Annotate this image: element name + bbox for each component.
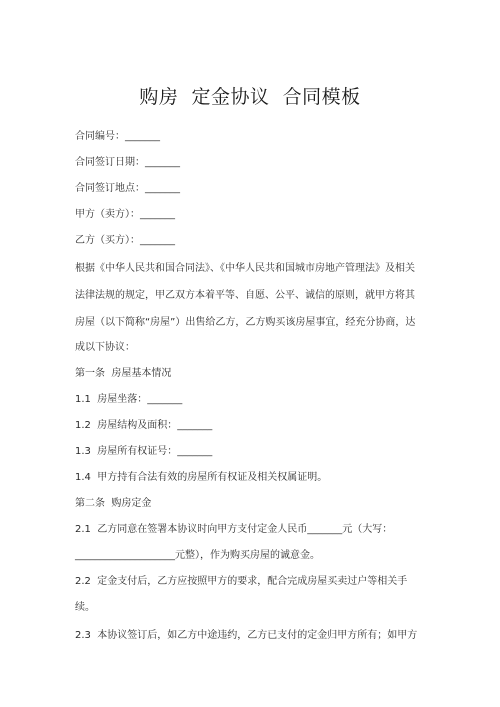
contract-number-field: 合同编号：_______ [75, 131, 160, 142]
article-2-line-2: ____________________元整），作为购买房屋的诚意金。 [75, 550, 320, 561]
preamble-line-4: 成以下协议： [75, 342, 135, 353]
article-2-heading: 第二条 购房定金 [75, 498, 152, 509]
document-title: 购房 定金协议 合同模板 [139, 86, 361, 108]
preamble-line-1: 根据《中华人民共和国合同法》、《中华人民共和国城市房地产管理法》及相关 [75, 263, 415, 274]
article-1-heading: 第一条 房屋基本情况 [75, 368, 172, 379]
preamble-line-2: 法律法规的规定，甲乙双方本着平等、自愿、公平、诚信的原则，就甲方将其 [75, 290, 415, 301]
sign-place-field: 合同签订地点：_______ [75, 183, 180, 194]
article-2-line-1: 2.1 乙方同意在签署本协议时向甲方支付定金人民币_______元（大写： [75, 524, 393, 535]
party-b-field: 乙方（买方）：_______ [75, 235, 175, 246]
article-2-line-4: 续。 [75, 602, 95, 613]
sign-date-field: 合同签订日期：_______ [75, 157, 180, 168]
article-2-line-3: 2.2 定金支付后，乙方应按照甲方的要求，配合完成房屋买卖过户等相关手 [75, 576, 408, 587]
article-1-item-2: 1.2 房屋结构及面积：_______ [75, 420, 213, 431]
article-1-item-1: 1.1 房屋坐落：_______ [75, 394, 183, 405]
preamble-line-3: 房屋（以下简称“房屋”）出售给乙方，乙方购买该房屋事宜，经充分协商，达 [75, 317, 416, 328]
article-1-item-3: 1.3 房屋所有权证号：_______ [75, 446, 213, 457]
article-1-item-4: 1.4 甲方持有合法有效的房屋所有权证及相关权属证明。 [75, 472, 328, 483]
party-a-field: 甲方（卖方）：_______ [75, 209, 175, 220]
article-2-line-5: 2.3 本协议签订后，如乙方中途违约，乙方已支付的定金归甲方所有；如甲方 [75, 630, 418, 641]
